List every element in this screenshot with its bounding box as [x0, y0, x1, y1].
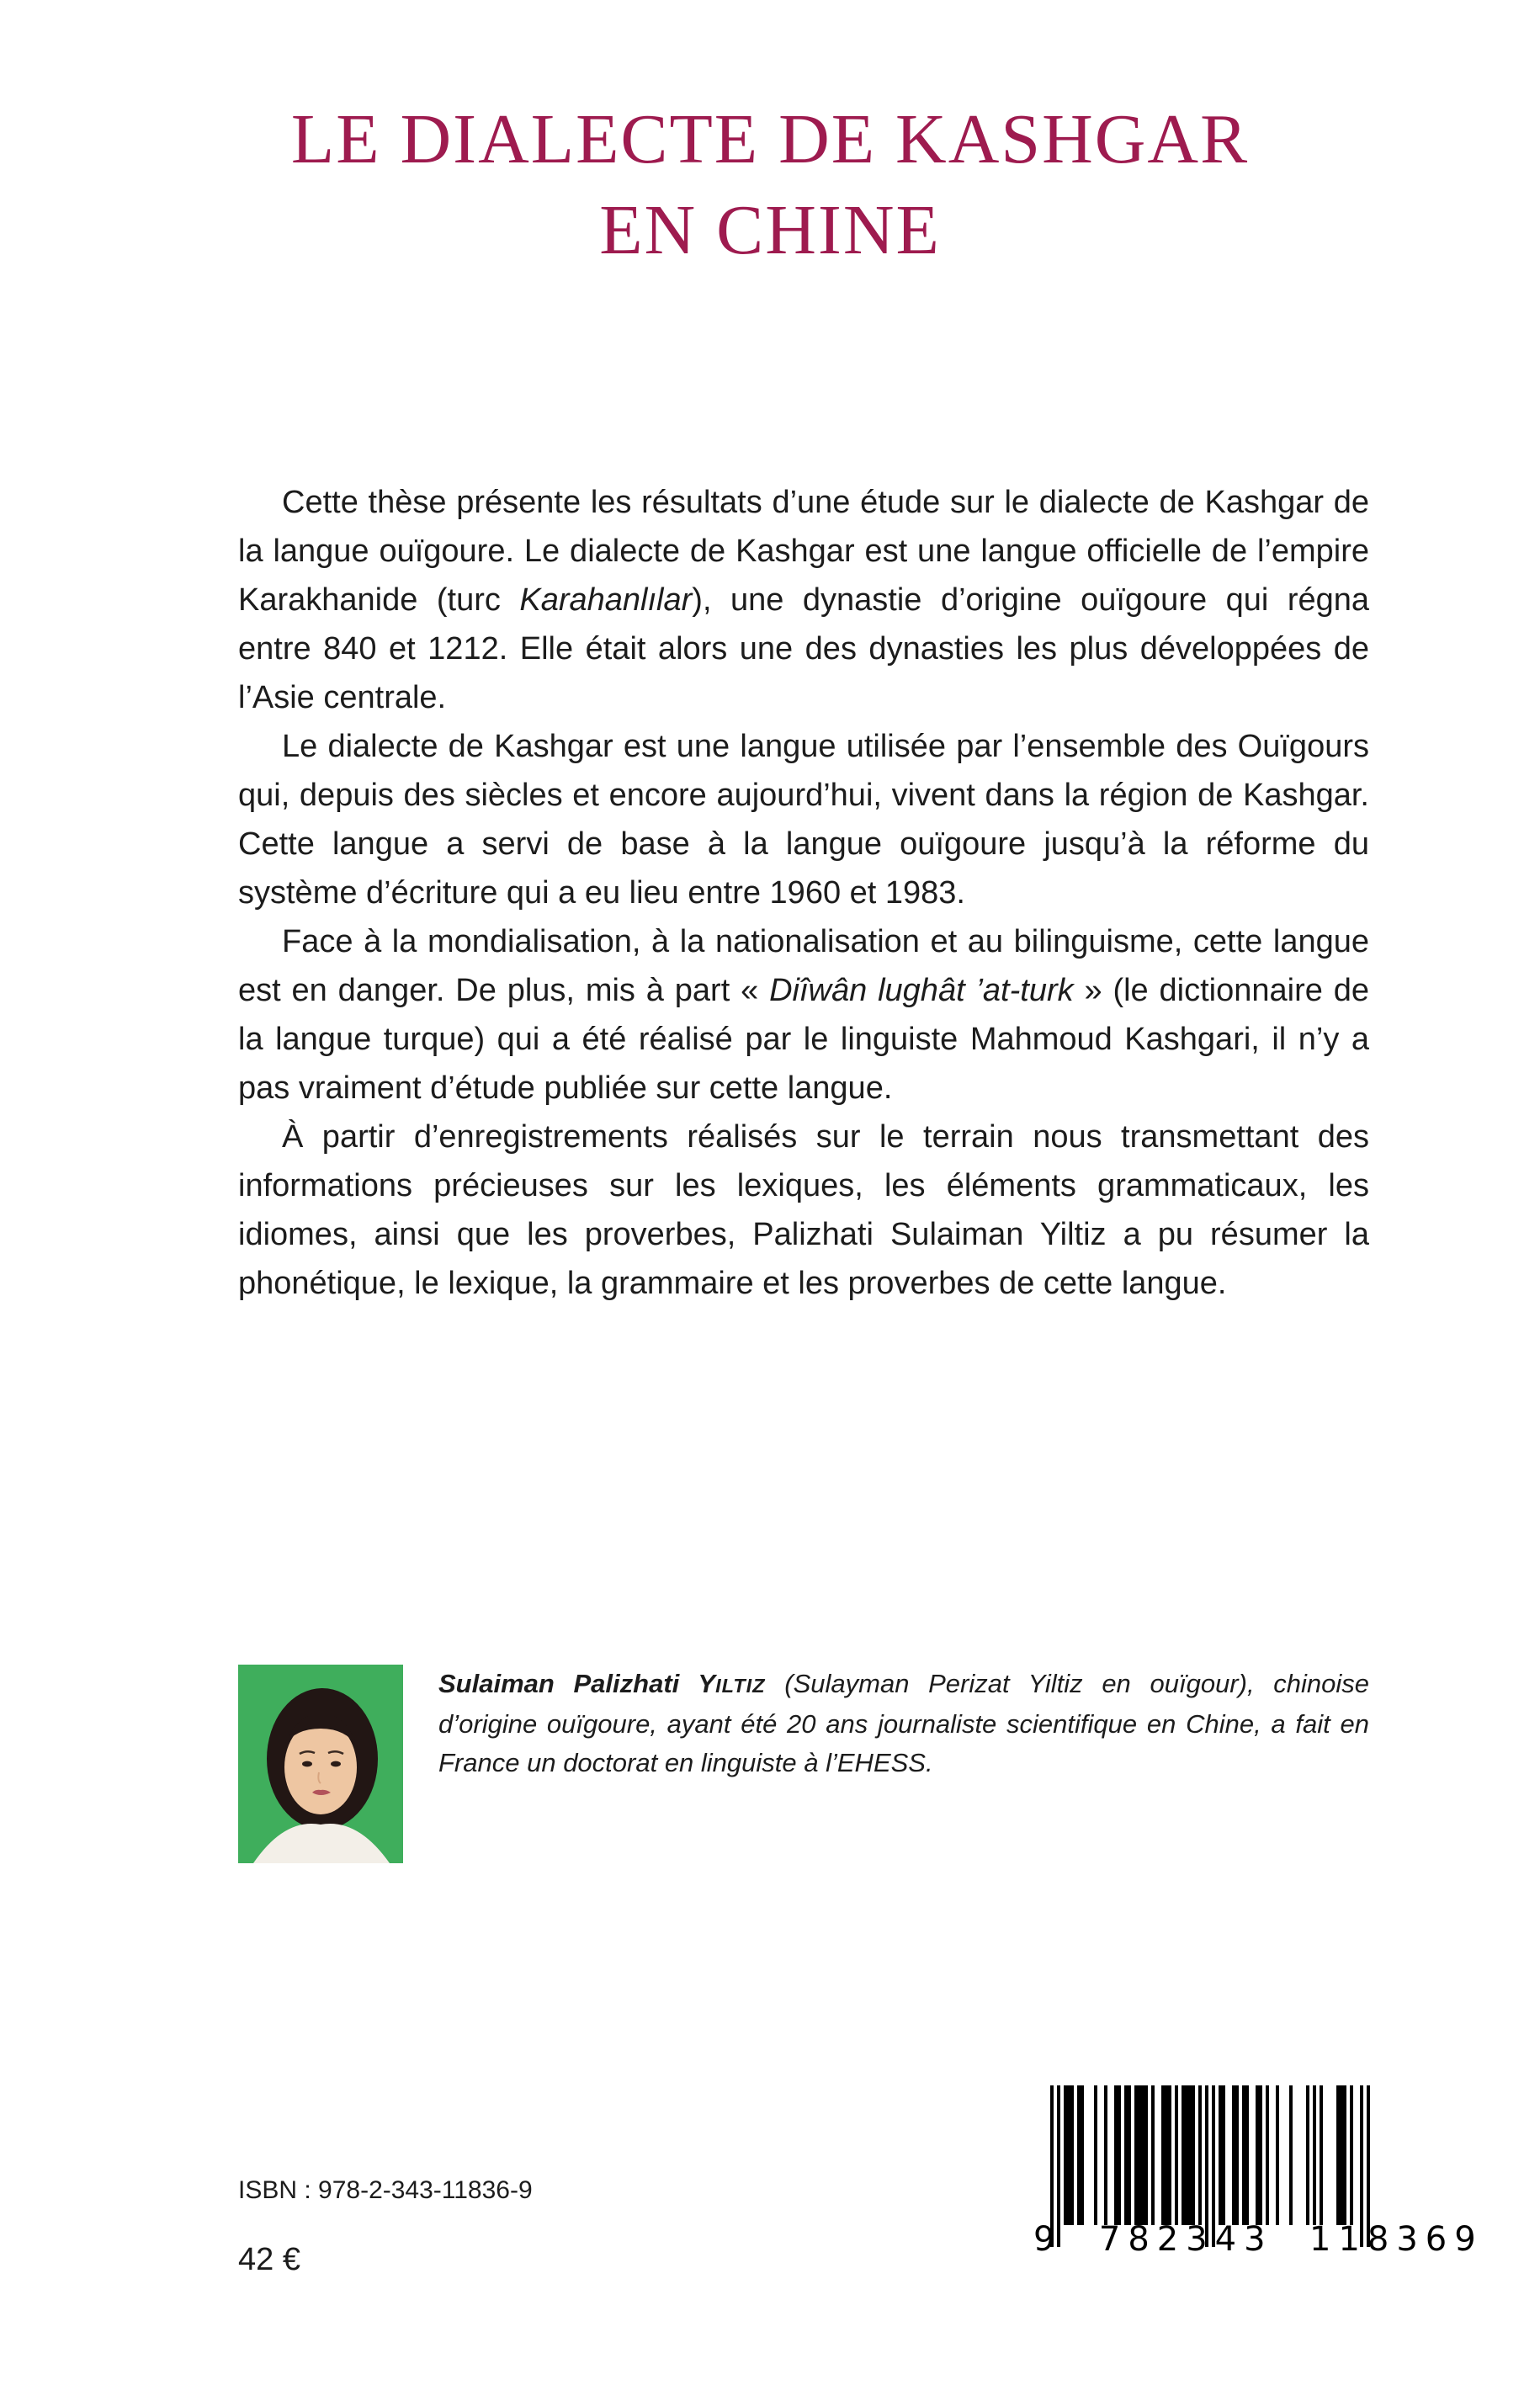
book-title-line1: LE DIALECTE DE KASHGAR — [290, 100, 1250, 178]
body-text — [238, 478, 1369, 1308]
text-segment: (Sulayman Perizat Yiltiz en ouïgour), chinoise d’origine ouïgoure, ayant été 20 ans journaliste scientifique en Chine, a fait en France un doctorat en linguiste à l’EHESS. — [438, 1669, 1369, 1777]
barcode-digits: 9 782343 118369 — [1033, 2220, 1484, 2259]
body-paragraph — [238, 478, 1369, 722]
author-bio-text — [438, 1665, 1369, 1782]
text-segment: ILTIZ — [715, 1675, 766, 1697]
body-paragraph — [238, 917, 1369, 1113]
text-segment: Cette thèse présente les résultats d’une étude sur le dialecte de Kashgar de la langue ouïgoure. Le dialecte de Kashgar est une langue officielle de l’empire Karakhanide (turc — [238, 485, 1369, 618]
barcode — [1033, 2085, 1484, 2281]
text-segment: À partir d’enregistrements réalisés sur le terrain nous transmettant des informations précieuses sur les lexiques, les éléments grammaticaux, les idiomes, ainsi que les proverbes, Palizhati Sulaiman Yiltiz a pu résumer la phonétique, le lexique, la grammaire et les proverbes de cette langue. — [238, 1119, 1369, 1301]
text-segment: Face à la mondialisation, à la nationalisation et au bilinguisme, cette langue est en danger. De plus, mis à part « — [238, 924, 1369, 1008]
body-paragraph — [238, 722, 1369, 917]
text-segment: Le dialecte de Kashgar est une langue utilisée par l’ensemble des Ouïgours qui, depuis des siècles et encore aujourd’hui, vivent dans la région de Kashgar. Cette langue a servi de base à la langue ouïgoure jusqu’à la réforme du système d’écriture qui a eu lieu entre 1960 et 1983. — [238, 729, 1369, 911]
price-text: 42 € — [238, 2242, 300, 2277]
author-photo-image — [238, 1665, 403, 1863]
text-segment: Karahanlılar — [519, 582, 693, 618]
isbn-text: ISBN : 978-2-343-11836-9 — [238, 2176, 533, 2204]
book-title — [0, 94, 1540, 276]
author-photo — [238, 1665, 403, 1863]
text-segment: Sulaiman Palizhati Y — [438, 1669, 716, 1698]
body-paragraph — [238, 1113, 1369, 1308]
text-segment: Diîwân lughât ’at-turk — [769, 973, 1074, 1008]
author-bio — [238, 1665, 1369, 1863]
book-title-line2: EN CHINE — [599, 191, 941, 269]
text-segment: » (le dictionnaire de la langue turque) qui a été réalisé par le linguiste Mahmoud Kashgari, il n’y a pas vraiment d’étude publiée sur cette langue. — [238, 973, 1370, 1106]
text-segment: ), une dynastie d’origine ouïgoure qui régna entre 840 et 1212. Elle était alors une des dynasties les plus développées de l’Asie centrale. — [238, 582, 1370, 715]
